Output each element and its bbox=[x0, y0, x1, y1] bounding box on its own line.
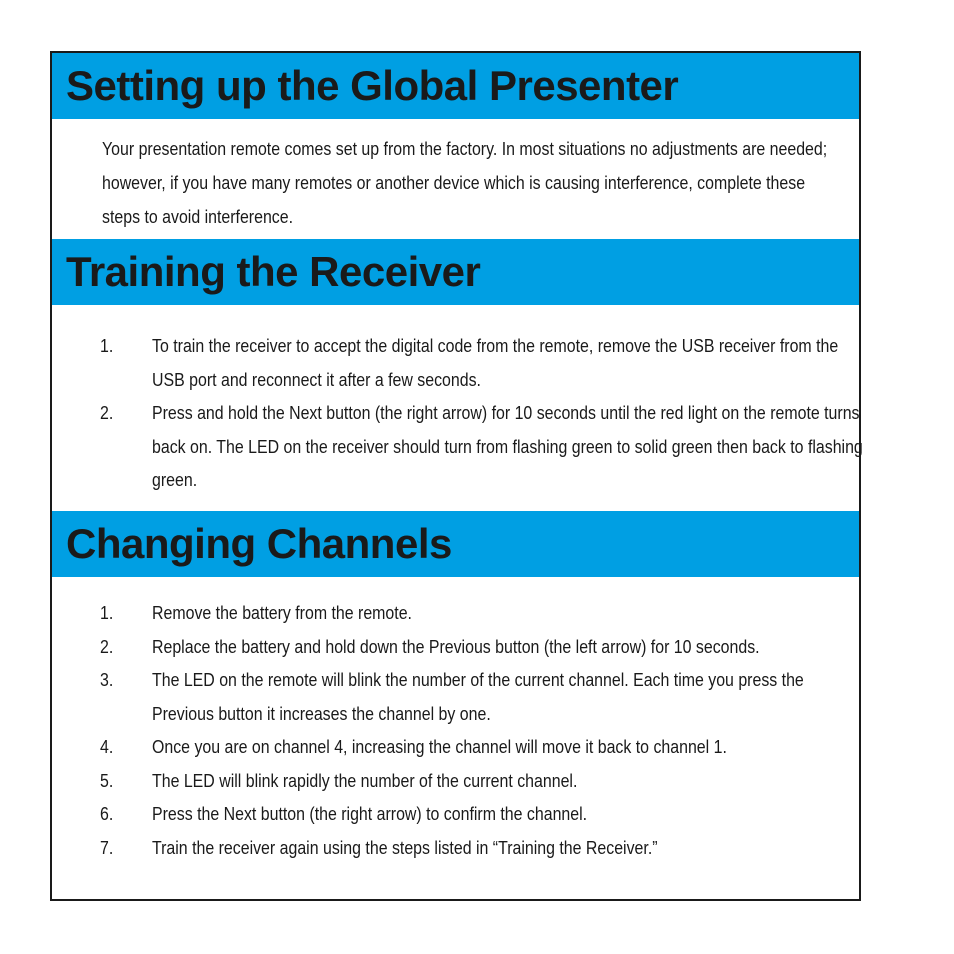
step-text: Train the receiver again using the steps listed in “Training the Receiver.” bbox=[152, 836, 658, 858]
section-title-setup: Setting up the Global Presenter bbox=[66, 62, 679, 109]
step-text: Replace the battery and hold down the Previous button (the left arrow) for 10 seconds. bbox=[152, 635, 760, 657]
step-text: Press and hold the Next button (the right arrow) for 10 seconds until the red light on the remote turns back on. The LED on the receiver should turn from flashing green to solid green then back to flashing green. bbox=[152, 402, 863, 490]
list-item bbox=[100, 596, 954, 630]
step-number: 7. bbox=[100, 836, 114, 858]
step-number: 2. bbox=[100, 402, 114, 423]
training-steps-list bbox=[100, 329, 954, 497]
list-item bbox=[100, 730, 954, 764]
instruction-panel bbox=[50, 51, 861, 901]
step-number: 5. bbox=[100, 769, 114, 791]
step-number: 2. bbox=[100, 635, 114, 657]
step-number: 6. bbox=[100, 803, 114, 824]
section-banner-setup bbox=[52, 53, 859, 119]
list-item bbox=[100, 663, 954, 730]
step-number: 4. bbox=[100, 736, 114, 757]
step-number: 1. bbox=[100, 602, 114, 623]
section-banner-training bbox=[52, 239, 859, 305]
step-text: Remove the battery from the remote. bbox=[152, 602, 412, 623]
section-banner-channels bbox=[52, 511, 859, 577]
step-text: The LED will blink rapidly the number of the current channel. bbox=[152, 769, 578, 791]
list-item bbox=[100, 831, 954, 865]
list-item bbox=[100, 329, 954, 396]
list-item bbox=[100, 396, 954, 497]
list-item bbox=[100, 797, 954, 831]
step-text: To train the receiver to accept the digital code from the remote, remove the USB receiver from the USB port and reconnect it after a few seconds. bbox=[152, 335, 839, 390]
intro-paragraph: Your presentation remote comes set up from the factory. In most situations no adjustments are needed; however, if you have many remotes or another device which is causing interference, complete these steps to avoid interference. bbox=[102, 138, 828, 227]
list-item bbox=[100, 764, 954, 798]
list-item bbox=[100, 630, 954, 664]
step-number: 1. bbox=[100, 335, 114, 356]
section-title-training: Training the Receiver bbox=[66, 248, 481, 295]
step-text: The LED on the remote will blink the number of the current channel. Each time you press the Previous button it increases the channel by one. bbox=[152, 669, 804, 724]
channel-steps-list bbox=[100, 596, 954, 864]
step-text: Once you are on channel 4, increasing the channel will move it back to channel 1. bbox=[152, 736, 727, 757]
section-title-channels: Changing Channels bbox=[66, 520, 452, 567]
step-text: Press the Next button (the right arrow) to confirm the channel. bbox=[152, 803, 588, 824]
step-number: 3. bbox=[100, 669, 114, 690]
